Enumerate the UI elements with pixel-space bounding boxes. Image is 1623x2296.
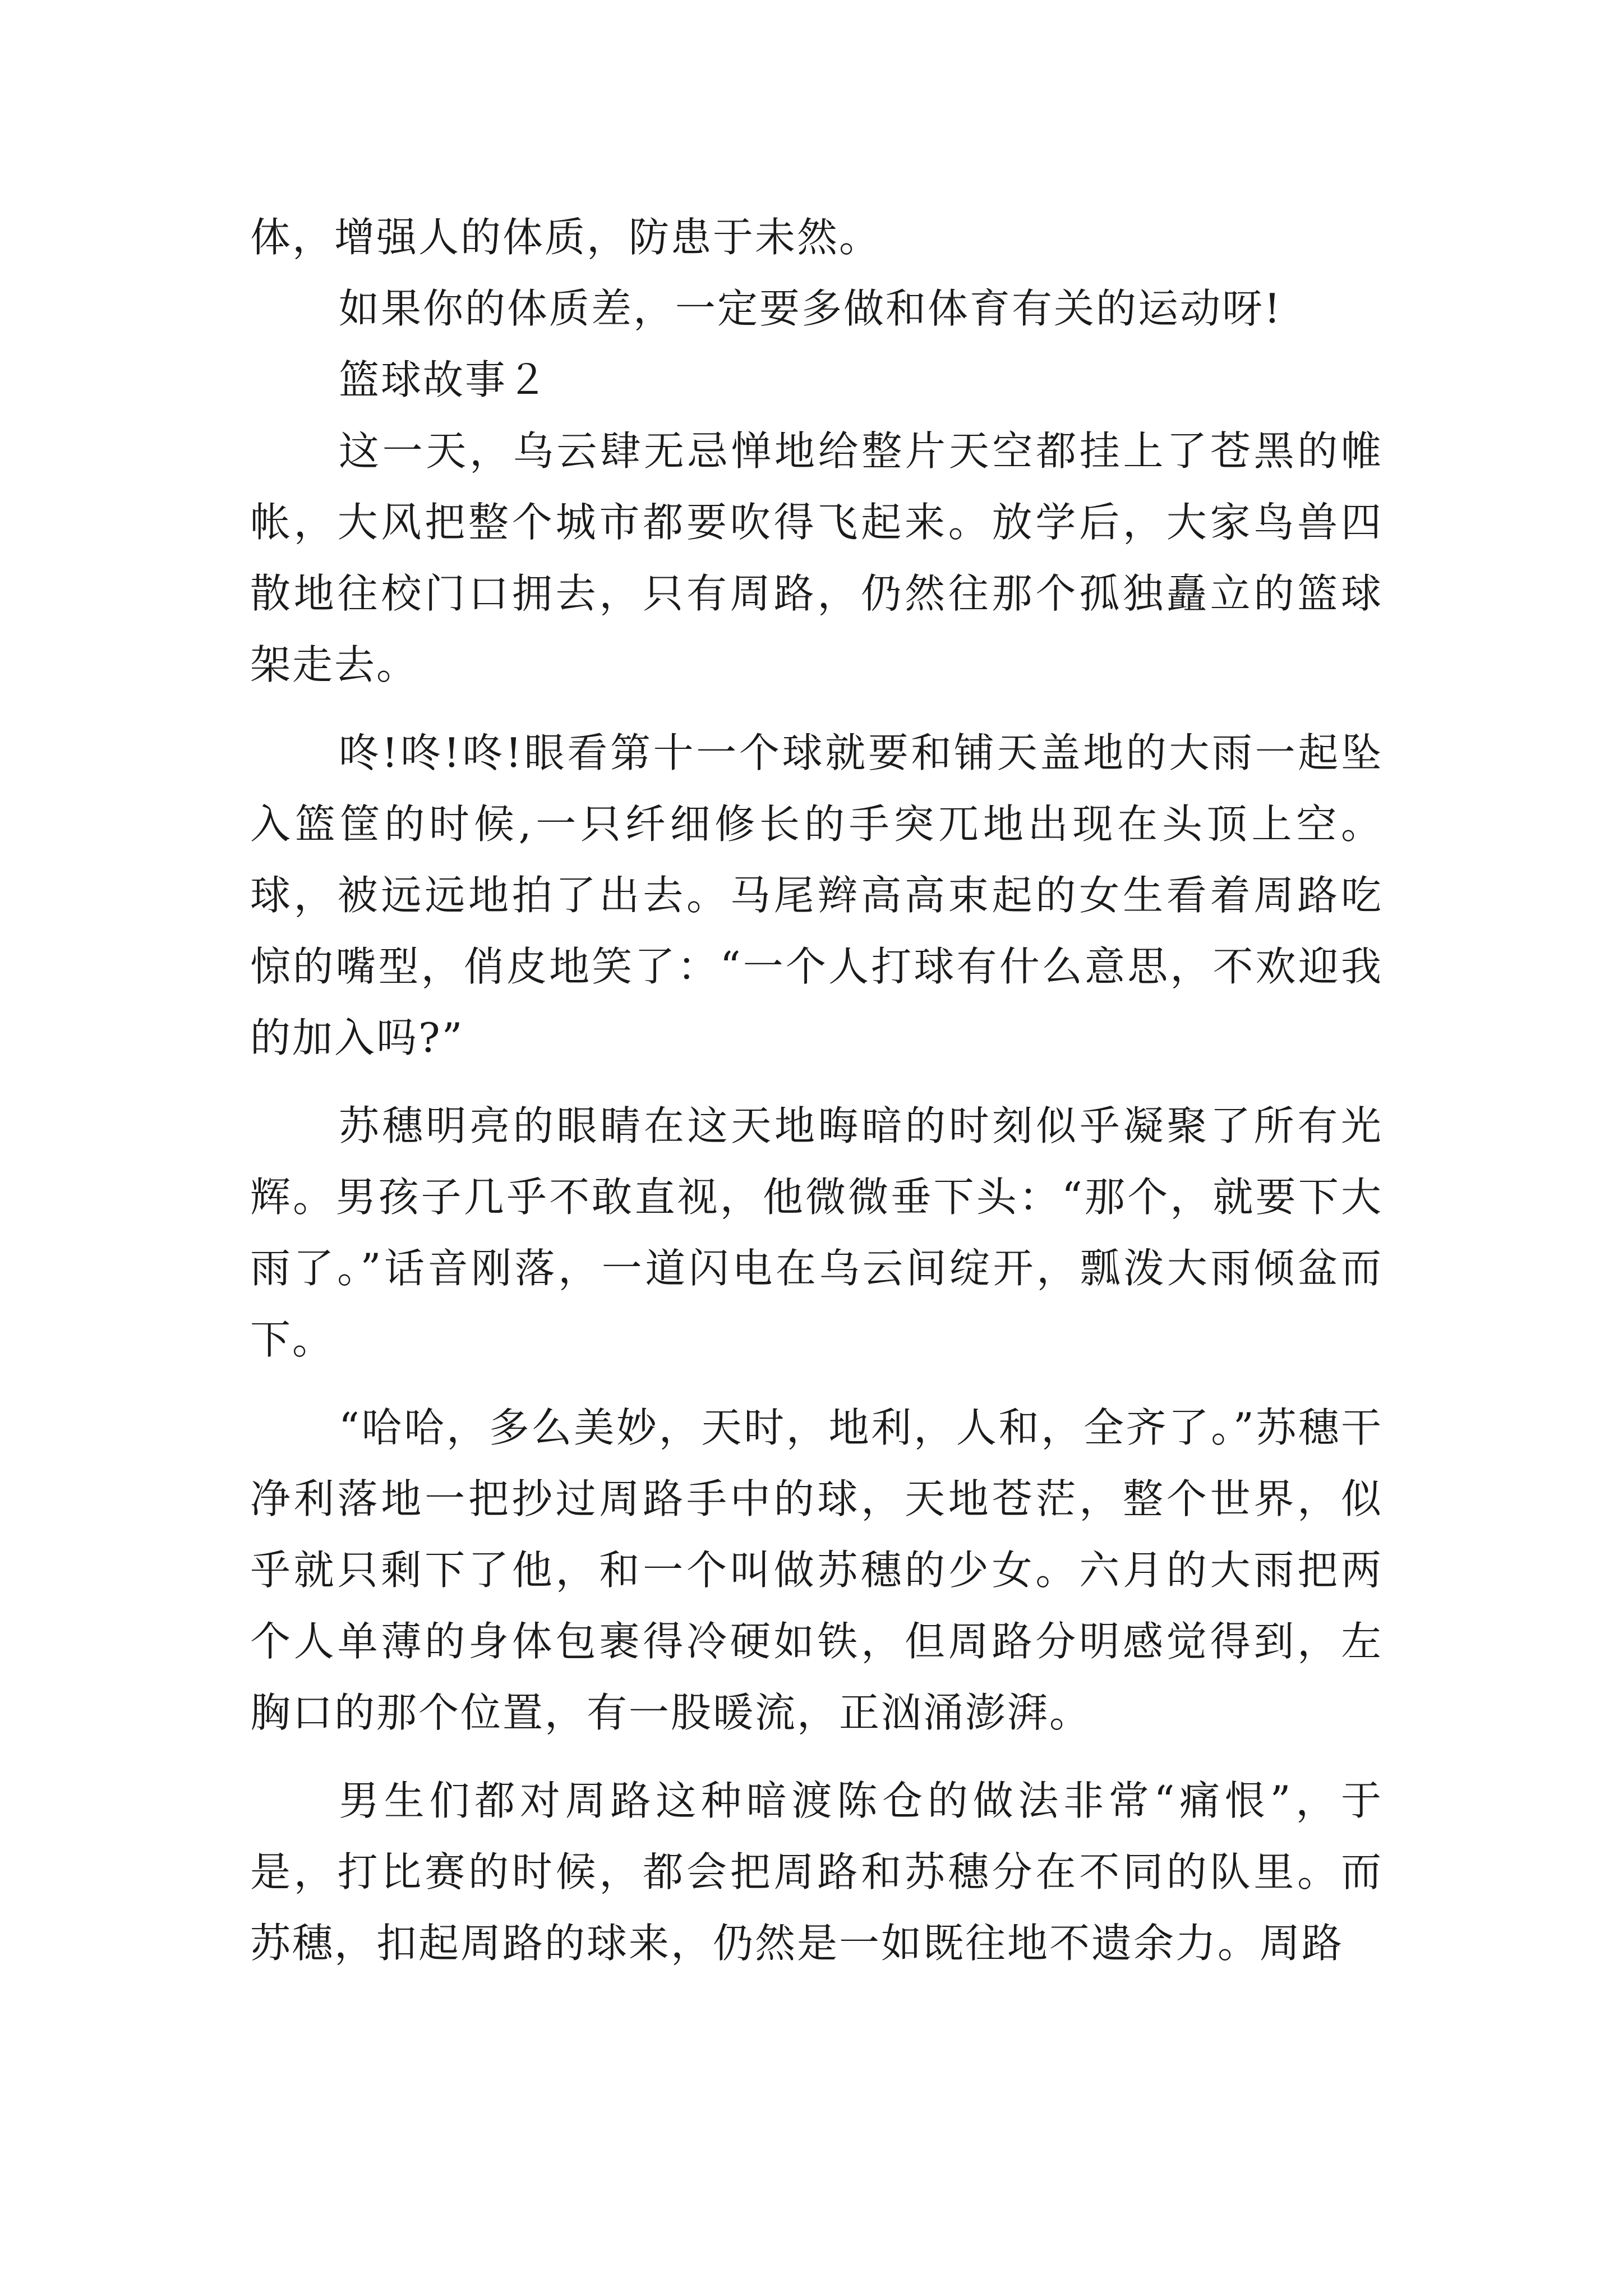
paragraph-continuation: 体，增强人的体质，防患于未然。 [250, 214, 882, 261]
paragraph-advice: 如果你的体质差，一定要多做和体育有关的运动呀! [339, 285, 1282, 332]
paragraph-boys: 男生们都对周路这种暗渡陈仓的做法非常“痛恨”，于是，打比赛的时候，都会把周路和苏穗分在不同的队里。而苏穗，扣起周路的球来，仍然是一如既往地不遗余力。周路 [250, 1777, 1383, 1967]
article-body [250, 202, 1383, 1979]
paragraph-ball: 咚!咚!咚!眼看第十一个球就要和铺天盖地的大雨一起坠入篮筐的时候,一只纤细修长的手突兀地出现在头顶上空。球，被远远地拍了出去。马尾辫高高束起的女生看着周路吃惊的嘴型，俏皮地笑了：“一个人打球有什么意思，不欢迎我的加入吗?” [250, 729, 1383, 1061]
section-heading: 篮球故事２ [339, 356, 550, 403]
paragraph-opening: 这一天，乌云肆无忌惮地给整片天空都挂上了苍黑的帷帐，大风把整个城市都要吹得飞起来。放学后，大家鸟兽四散地往校门口拥去，只有周路，仍然往那个孤独矗立的篮球架走去。 [250, 427, 1383, 688]
paragraph-rain: “哈哈，多么美妙，天时，地利，人和，全齐了。”苏穗干净利落地一把抄过周路手中的球，天地苍茫，整个世界，似乎就只剩下了他，和一个叫做苏穗的少女。六月的大雨把两个人单薄的身体包裹得冷硬如铁，但周路分明感觉得到，左胸口的那个位置，有一股暖流，正汹涌澎湃。 [250, 1404, 1383, 1736]
paragraph-eyes: 苏穗明亮的眼睛在这天地晦暗的时刻似乎凝聚了所有光辉。男孩子几乎不敢直视，他微微垂下头：“那个，就要下大雨了。”话音刚落，一道闪电在乌云间绽开，瓢泼大雨倾盆而下。 [250, 1102, 1383, 1363]
